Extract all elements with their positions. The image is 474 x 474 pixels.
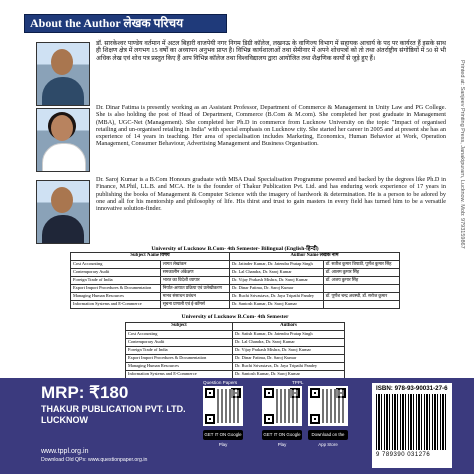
cell: Dr. Dinar Fatima, Dr. Saroj Kumar xyxy=(229,285,323,293)
table2-col-subject: Subject xyxy=(126,323,233,331)
cell: Information Systems and E-Commerce xyxy=(126,371,233,379)
table2-col-authors: Authors xyxy=(233,323,345,331)
cell: मानव संसाधन प्रबंधन xyxy=(160,293,229,301)
table-row xyxy=(126,355,345,363)
cell: डॉ. सतीश कुमार त्रिपाठी, पूर्णेश कुमार सिंह xyxy=(323,261,399,269)
author-bio-2: Dr. Dinar Fatima is presently working as an Assistant Professor, Department of Commerce & Management in Unity Law and PG College. She is also holding the post of Head of Department, Commerce (B.Com & M.com). She completed her post graduate in Management (MBA), UGC-Net (Management). She completed her Ph.D in commerce from Lucknow University on the topic "Impact of organised retailing and un-organised retailing in India" with special emphasis on Lucknow city. She started her career in 2005 and at present she has an experience of 14 years in teaching. Her area of specialisation includes Marketing, Economics, Human Behavior at Work, Operation Management, Consumer Behaviour, Advertising Management and Business Organisation. xyxy=(96,104,446,148)
cell: डॉ. अजय कुमार सिंह xyxy=(323,277,399,285)
cell: Dr. Lal Chandra, Dr. Saroj Kumar xyxy=(233,339,345,347)
cell: Contemporary Audit xyxy=(126,339,233,347)
cell: Dr. Ruchi Srivastava, Dr. Jaya Tripathi Pandey xyxy=(233,363,345,371)
printer-sidebar xyxy=(456,60,466,390)
cell: भारत का विदेशी व्यापार xyxy=(160,277,229,285)
table-row xyxy=(71,277,400,285)
barcode-digits: 9 789390 031276 xyxy=(376,452,431,458)
qr2-label: TPPL xyxy=(292,380,304,385)
cell: डॉ. पूर्णेश चन्द्र अवस्थी, डॉ. सरोज कुमार xyxy=(323,293,399,301)
website-link[interactable]: www.tppl.org.in xyxy=(41,448,89,455)
table-row xyxy=(71,285,400,293)
table-row xyxy=(126,347,345,355)
author-bio-1: डॉ. सारकेश्वर पाण्डेय वर्तमान में अटल बिहारी वाजपेयी नगर निगम डिग्री कॉलेज, लखनऊ के वाणिज्य विभाग में सहायक आचार्य के पद पर कार्यरत हैं इसके साथ ही शिक्षण क्षेत्र में लगभग 15 वर्षों का अध्यापन अनुभव प्राप्त है। विभिन्न कार्यशालाओं तथा सेमीनार में अपने शोधपत्रों को तो तथा अंतर्राष्ट्रीय संगोष्ठियों में 50 से भी अधिक लेख एवं शोध पत्र प्रस्तुत किए हैं आप विभिन्न कॉलेज तथा विश्वविद्यालय द्वारा आयोजित तथा शैक्षणिक कार्यों से जुड़े हुए हैं। xyxy=(96,40,446,62)
about-author-heading: About the Author लेखक परिचय xyxy=(24,14,227,33)
isbn-number: ISBN: 978-93-90031-27-6 xyxy=(376,385,448,392)
app-store-badge[interactable]: Download on the App Store xyxy=(308,430,348,440)
publisher-name xyxy=(41,404,186,426)
cell: Information Systems and E-Commerce xyxy=(71,301,161,309)
cell: Dr. Lal Chandra, Dr. Saroj Kumar xyxy=(229,269,323,277)
google-play-badge[interactable]: GET IT ON Google Play xyxy=(263,432,301,447)
cell: डॉ. आलम कुमार सिंह xyxy=(323,269,399,277)
table-row xyxy=(71,301,400,309)
cell: Managing Human Resources xyxy=(71,293,161,301)
cell: Cost Accounting xyxy=(126,331,233,339)
cell: Dr. Dinar Fatima, Dr. Saroj Kumar xyxy=(233,355,345,363)
cell: सूचना प्रणाली एवं ई-कॉमर्स xyxy=(160,301,229,309)
table-row xyxy=(71,261,400,269)
table-row xyxy=(126,363,345,371)
cell: Dr. Jatinder Kumar, Dr. Jatendra Pratap Singh xyxy=(229,261,323,269)
cell: Export Import Procedures & Documentation xyxy=(71,285,161,293)
cell: Managing Human Resources xyxy=(126,363,233,371)
qr-code-icon[interactable] xyxy=(203,386,243,426)
cell xyxy=(323,285,399,293)
cell: Dr. Ruchi Srivastava, Dr. Jaya Tripathi Pandey xyxy=(229,293,323,301)
table-row xyxy=(126,339,345,347)
price-label: MRP: ₹180 xyxy=(41,383,129,402)
author-photo-1 xyxy=(36,42,90,106)
cell: निर्यात-आयात प्रक्रिया एवं प्रलेखीकरण xyxy=(160,285,229,293)
cell: लागत लेखांकन xyxy=(160,261,229,269)
qr1-label: Question Papers xyxy=(203,380,238,385)
cell: Dr. Santosh Kumar, Dr. Saroj Kumar xyxy=(233,371,345,379)
table-row xyxy=(71,293,400,301)
cell: Dr. Satish Kumar, Dr. Jatendra Pratap Singh xyxy=(233,331,345,339)
cell: Foreign Trade of India xyxy=(71,277,161,285)
google-play-badge[interactable]: GET IT ON Google Play xyxy=(204,432,242,447)
table1-title: University of Lucknow B.Com- 4th Semester- Bilingual (English-हिन्दी) xyxy=(151,246,319,252)
table2-title: University of Lucknow B.Com- 4th Semester xyxy=(181,314,289,320)
bilingual-table xyxy=(70,252,400,309)
cell: Foreign Trade of India xyxy=(126,347,233,355)
cell xyxy=(323,301,399,309)
cell: Contemporary Audit xyxy=(71,269,161,277)
barcode-icon xyxy=(376,394,448,450)
publisher-line-1: THAKUR PUBLICATION PVT. LTD. xyxy=(41,404,186,414)
printer-text: Printed at: Sanjeev Printing Press, Janakipuram, Lucknow. Mob: 9793159867 xyxy=(459,60,465,249)
qr-code-icon[interactable] xyxy=(262,386,302,426)
cell: Dr. Vijay Prakash Mishra, Dr. Saroj Kumar xyxy=(233,347,345,355)
table1-col-subject: Subject Name विषय xyxy=(71,253,230,261)
publisher-line-2: LUCKNOW xyxy=(41,415,88,425)
cell: Cost Accounting xyxy=(71,261,161,269)
author-photo-2 xyxy=(36,108,90,172)
english-table xyxy=(125,322,345,379)
cell: Dr. Vijay Prakash Mishra, Dr. Saroj Kumar xyxy=(229,277,323,285)
author-photo-3 xyxy=(36,180,90,244)
table-row xyxy=(126,331,345,339)
cell: समकालीन अंकेक्षण xyxy=(160,269,229,277)
author-bio-3: Dr. Saroj Kumar is a B.Com Honours graduate with MBA Dual Specialisation Programme powered and backed by the degrees like Ph.D in Finance, M.Phil, LL.B. and MCA. He is the founder of Thakur Publication Pvt. Ltd. and has enduring work experience of 17 years in publishing the books of Management & Computer Science with the imagery of hardwork & determination. He is a person to be adored by one and all for his mentorship and philosophy of life. His thirst and trust to gain masters in every field has turned him to be a versatile innovative solution-finder. xyxy=(96,176,446,213)
download-link[interactable]: Download Old QPs: www.questionpaper.org.in xyxy=(41,457,148,463)
table1-col-author: Author Name लेखक नाम xyxy=(229,253,399,261)
qr-code-icon[interactable] xyxy=(308,386,348,426)
table-row xyxy=(71,269,400,277)
cell: Export Import Procedures & Documentation xyxy=(126,355,233,363)
cell: Dr. Santosh Kumar, Dr. Saroj Kumar xyxy=(229,301,323,309)
